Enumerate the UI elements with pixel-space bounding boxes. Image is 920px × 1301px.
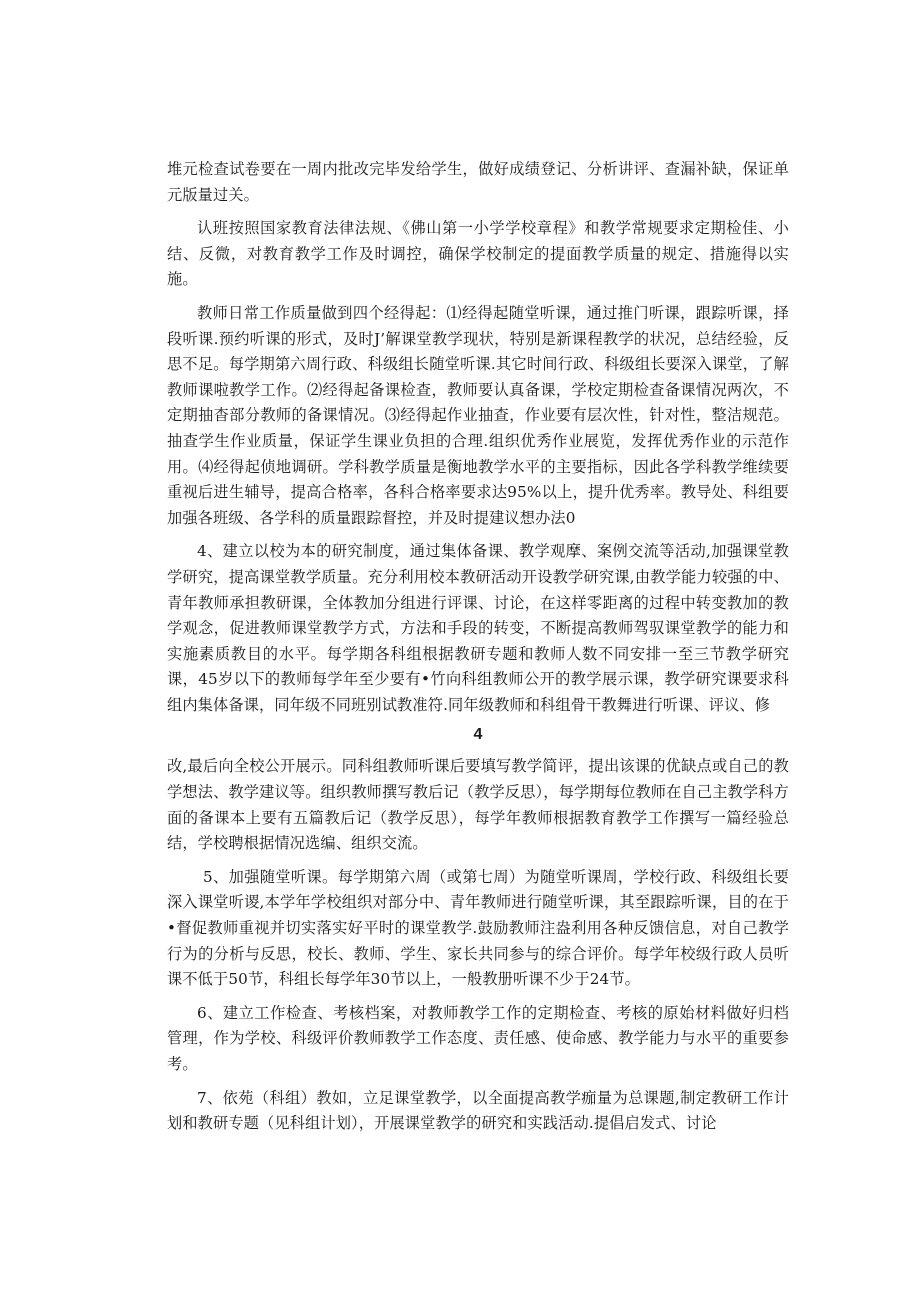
paragraph-subject-research: 7、依苑（科组）教如，立足课堂教学，以全面提高教学痂量为总课题,制定教研工作计划和教研专题（见科组计划），开展课堂教学的研究和实践活动.提倡启发式、讨论 [167,1088,789,1133]
paragraph-research-system: 4、建立以校为本的研究制度，通过集体备课、教学观摩、案例交流等活动,加强课堂教学研究，提高课堂教学质量。充分利用校本教研活动开设教学研究课,由教学能力较强的中、青年教师承担教研课，全体教加分组进行评课、讨论，在这样零距离的过程中转变教加的教学观念，促进教师课堂教学方式，方法和手段的转变，不断提高教师驾驭课堂教学的能力和实施素质教目的水平。每学期各科组根据教研专题和教师人数不同安排一至三节教学研究课，45岁以下的教师每学年至少要有•竹向科组教师公开的教学展示课，教学研究课要求科组内集体备课，同年级不同班别试教准符.同年级教师和科组骨干教舞进行听课、评议、修 [167,542,789,714]
paragraph-class-observation: 5、加强随堂听课。每学期第六周（或第七周）为随堂听课周，学校行政、科级组长要深入课堂听谡,本学年学校组织对部分中、青年教师进行随堂听课，其至跟踪听课，目的在于•督促教师重视并切实落实好平时的课堂教学.鼓励教师注盎利用各种反馈信息，对自己教学行为的分析与反思，校长、教师、学生、家长共同参与的综合评价。每学年校级行政人员听课不低于50节，科组长每学年30节以上，一般教册听课不少于24节。 [167,867,789,989]
paragraph-work-archive: 6、建立工作检查、考核档案，对教师教学工作的定期检查、考核的原始材料做好归档管理，作为学校、科级评价教师教学工作态度、责任感、使命感、教学能力与水平的重要参考。 [167,1003,789,1073]
paragraph-four-checks: 教师日常工作质量做到四个经得起：⑴经得起随堂听课，通过推门听课，跟踪听课，择段听课.预约听课的形式，及时J’解课堂教学现状，特别是新课程教学的状况，总结经验，反思不足。每学期第六周行政、科级组长随堂听课.其它时间行政、科级组长要深入课堂，了解教师课啦教学工作。⑵经得起备课检查，教师要认真备课，学校定期检查备课情况两次，不定期抽杳部分教师的备课情况。⑶经得起作业抽查，作业要有层次性，针对性，整洁规范。抽查学生作业质量，保证学生课业负担的合理.组织优秀作业展览，发挥优秀作业的示范作用。⑷经得起侦地调研。学科教学质量是衡地教学水平的主要指标，因此各学科教学维续要重视后进生辅导，提高合格率，各科合格率要求达95%以上，提升优秀率。教导处、科组要加强各班级、各学科的质量跟踪督控，并及时提建议想办法0 [167,303,789,527]
paragraph-regulations: 认班按照国家教育法律法规、《佛山第一小学学校章程》和教学常规要求定期检佳、小结、反微，对教育教学工作及时调控，确保学校制定的提面教学质量的规定、措施得以实施。 [167,219,789,289]
document-page [167,157,789,1145]
page-number: 4 [473,726,483,744]
paragraph-revision-display: 改,最后向全校公开展示。同科组教师听课后要填写教学简评，提出该课的优缺点或自己的教学想法、教学建议等。组织教师撰写教后记（教学反思），每学期每位教师在自己主教学科方面的备课本上要有五篇教后记（教学反思），每学年教师根据教育教学工作撰写一篇经验总结，学校聘根据情况选编、组织交流。 [167,757,789,853]
paragraph-unit-test: 堆元检查试卷要在一周内批改完毕发给学生，做好成绩登记、分析讲评、查漏补缺，保证单元版量过关。 [167,160,789,204]
